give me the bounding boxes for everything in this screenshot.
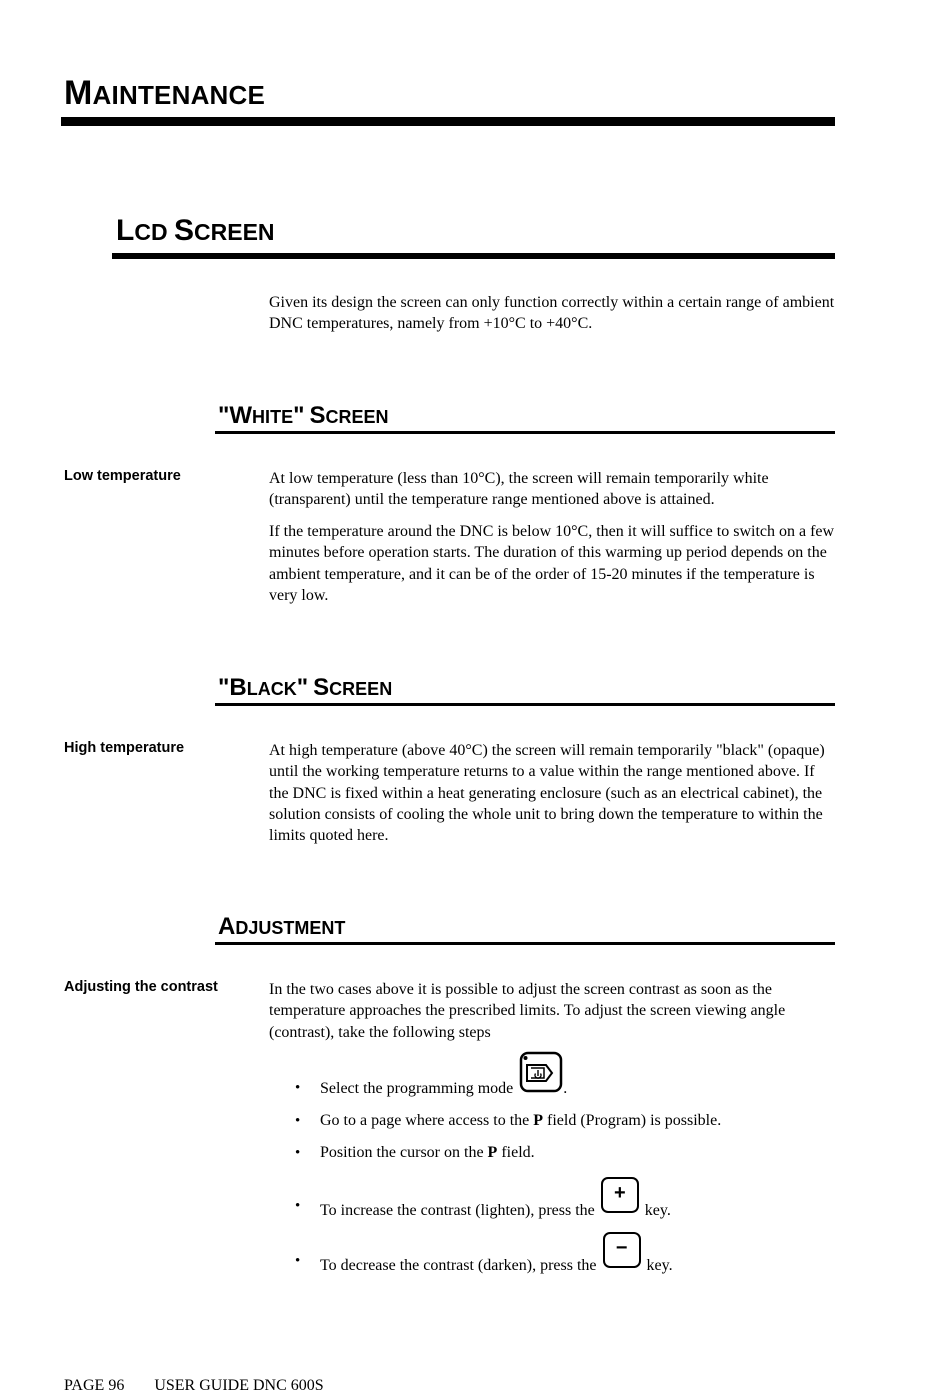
section-title: LCD SCREEN (116, 214, 275, 247)
white-screen-paragraph-1: At low temperature (less than 10°C), the screen will remain temporarily white (transparent) until the temperature range mentioned above is attained. (269, 470, 769, 509)
bullet: • (295, 1198, 301, 1214)
step-text-end: field (Program) is possible. (543, 1112, 722, 1129)
step-decrease-contrast (320, 1232, 673, 1275)
adjustment-heading: ADJUSTMENT (218, 913, 346, 940)
adjusting-contrast-label: Adjusting the contrast (64, 979, 218, 995)
step-increase-contrast (320, 1177, 671, 1220)
step-text: To increase the contrast (lighten), press the (320, 1202, 595, 1219)
step-text: Position the cursor on the (320, 1144, 488, 1161)
step-text-end: key. (646, 1257, 673, 1274)
intro-paragraph: Given its design the screen can only function correctly within a certain range of ambient DNC temperatures, namely from +10°C to +40°C. (269, 294, 835, 333)
step-select-mode (320, 1051, 567, 1098)
white-screen-paragraph-2: If the temperature around the DNC is below 10°C, then it will suffice to switch on a few minutes before operation starts. The duration of this warming up period depends on the ambient temperature, and it can be of the order of 15-20 minutes if the temperature is very low. (269, 523, 835, 604)
high-temperature-label: High temperature (64, 740, 185, 756)
step-position-cursor (320, 1144, 535, 1162)
adjustment-rule (215, 942, 835, 945)
black-screen-rule (215, 703, 835, 706)
p-field-label: P (487, 1144, 498, 1161)
bullet: • (295, 1145, 301, 1161)
section-rule (112, 253, 835, 259)
black-screen-heading: "BLACK" SCREEN (218, 674, 393, 701)
plus-key-icon (601, 1177, 639, 1213)
step-text: Select the programming mode (320, 1080, 514, 1097)
step-text-end: key. (644, 1202, 671, 1219)
programming-mode-icon (519, 1051, 563, 1093)
bullet: • (295, 1253, 301, 1269)
minus-key-glyph: − (615, 1237, 628, 1259)
chapter-title: MAINTENANCE (64, 74, 266, 112)
step-go-to-page (320, 1112, 721, 1130)
p-field-label: P (533, 1112, 544, 1129)
adjustment-paragraph-1: In the two cases above it is possible to adjust the screen contrast as soon as the temperature approaches the prescribed limits. To adjust the screen viewing angle (contrast), take the following steps (269, 981, 786, 1041)
page-footer (64, 1377, 324, 1395)
black-screen-paragraph-1: At high temperature (above 40°C) the screen will remain temporarily "black" (opaque) until the working temperature returns to a value within the range mentioned above. If the DNC is fixed within a heat generating enclosure (such as an electrical cabinet), the solution consists of cooling the whole unit to bring down the temperature to within the limits quoted here. (269, 742, 825, 845)
guide-title: USER GUIDE DNC 600S (154, 1377, 324, 1394)
white-screen-rule (215, 431, 835, 434)
page-number: PAGE 96 (64, 1377, 125, 1394)
step-text: Go to a page where access to the (320, 1112, 534, 1129)
step-text-end: field. (497, 1144, 535, 1161)
bullet: • (295, 1080, 301, 1096)
low-temperature-label: Low temperature (64, 468, 181, 484)
step-text-end: . (563, 1080, 568, 1097)
step-text: To decrease the contrast (darken), press the (320, 1257, 597, 1274)
minus-key-icon (603, 1232, 641, 1268)
chapter-rule (61, 117, 835, 126)
white-screen-heading: "WHITE" SCREEN (218, 402, 389, 429)
bullet: • (295, 1113, 301, 1129)
plus-key-glyph: + (613, 1182, 626, 1204)
